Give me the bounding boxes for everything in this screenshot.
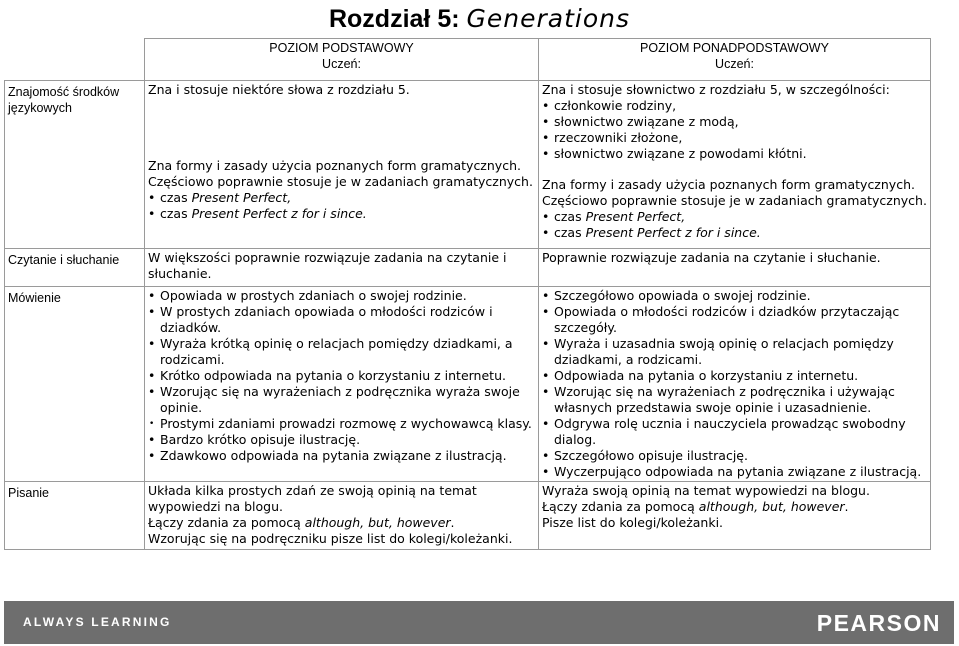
chapter-number: Rozdział 5: <box>328 5 460 33</box>
chapter-name: Generations <box>466 4 631 33</box>
list-item: • Odgrywa rolę ucznia i nauczyciela prowadząc swobodny dialog. <box>542 416 927 448</box>
speaking-basic-cell <box>145 287 539 482</box>
advanced-level-student: Uczeń: <box>715 57 754 71</box>
skill-speaking-label: Mówienie <box>5 287 145 482</box>
row-reading <box>5 249 931 287</box>
list-item: • Zdawkowo odpowiada na pytania związane z ilustracją. <box>148 448 535 464</box>
language-advanced-vocab: Zna i stosuje słownictwo z rozdziału 5, w szczególności: <box>542 82 890 97</box>
list-item: • Bardzo krótko opisuje ilustrację. <box>148 432 535 448</box>
list-item: • Wzorując się na wyrażeniach z podręcznika i używając własnych przedstawia swoje opinie i uzasadnienie. <box>542 384 927 416</box>
requirements-table <box>4 38 931 550</box>
list-item: • Prostymi zdaniami prowadzi rozmowę z wychowawcą klasy. <box>148 416 535 432</box>
list-item: • słownictwo związane z modą, <box>542 114 927 130</box>
list-item: • Wyraża krótką opinię o relacjach pomiędzy dziadkami, a rodzicami. <box>148 336 535 368</box>
list-item: • Wyczerpująco odpowiada na pytania związane z ilustracją. <box>542 464 927 480</box>
list-item: • czas Present Perfect, <box>542 209 927 225</box>
writing-basic-connectors: Łączy zdania za pomocą although, but, however. <box>148 515 455 530</box>
writing-basic-opinion: Układa kilka prostych zdań ze swoją opinią na temat wypowiedzi na blogu. <box>148 483 477 514</box>
empty-corner-cell <box>5 39 145 81</box>
list-item: • czas Present Perfect, <box>148 190 535 206</box>
language-basic-grammar: Zna formy i zasady użycia poznanych form gramatycznych. <box>148 158 521 173</box>
writing-advanced-opinion: Wyraża swoją opinią na temat wypowiedzi na blogu. <box>542 483 870 498</box>
language-advanced-grammar-use: Częściowo poprawnie stosuje je w zadaniach gramatycznych. <box>542 193 927 208</box>
speaking-advanced-list <box>542 288 927 480</box>
language-advanced-grammar: Zna formy i zasady użycia poznanych form gramatycznych. <box>542 177 915 192</box>
footer-bar <box>4 601 954 644</box>
language-advanced-cell <box>539 81 931 249</box>
speaking-advanced-cell <box>539 287 931 482</box>
basic-level-student: Uczeń: <box>322 57 361 71</box>
list-item: • Szczegółowo opowiada o swojej rodzinie. <box>542 288 927 304</box>
language-basic-grammar-use: Częściowo poprawnie stosuje je w zadaniach gramatycznych. <box>148 174 533 189</box>
reading-basic-cell: W większości poprawnie rozwiązuje zadania na czytanie i słuchanie. <box>145 249 539 287</box>
writing-basic-letter: Wzorując się na podręczniku pisze list do kolegi/koleżanki. <box>148 531 513 546</box>
advanced-level-title: POZIOM PONADPODSTAWOWY <box>640 41 829 55</box>
page-title <box>0 4 959 34</box>
skill-language-label: Znajomość środków językowych <box>5 81 145 249</box>
list-item: • Krótko odpowiada na pytania o korzystaniu z internetu. <box>148 368 535 384</box>
footer-tagline: ALWAYS LEARNING <box>23 615 172 629</box>
list-item: • czas Present Perfect z for i since. <box>148 206 535 222</box>
skill-writing-label: Pisanie <box>5 482 145 550</box>
speaking-basic-list <box>148 288 535 464</box>
list-item: • W prostych zdaniach opowiada o młodości rodziców i dziadków. <box>148 304 535 336</box>
row-speaking <box>5 287 931 482</box>
row-language <box>5 81 931 249</box>
writing-basic-cell <box>145 482 539 550</box>
list-item: • członkowie rodziny, <box>542 98 927 114</box>
list-item: • rzeczowniki złożone, <box>542 130 927 146</box>
skill-reading-label: Czytanie i słuchanie <box>5 249 145 287</box>
language-basic-tenses <box>148 190 535 222</box>
basic-level-title: POZIOM PODSTAWOWY <box>269 41 414 55</box>
list-item: • Szczegółowo opisuje ilustrację. <box>542 448 927 464</box>
reading-advanced-cell: Poprawnie rozwiązuje zadania na czytanie i słuchanie. <box>539 249 931 287</box>
writing-advanced-connectors: Łączy zdania za pomocą although, but, however. <box>542 499 849 514</box>
publisher-logo: PEARSON <box>816 610 941 636</box>
list-item: • Opowiada w prostych zdaniach o swojej rodzinie. <box>148 288 535 304</box>
list-item: • słownictwo związane z powodami kłótni. <box>542 146 927 162</box>
advanced-level-header <box>539 39 931 81</box>
header-row <box>5 39 931 81</box>
list-item: • Opowiada o młodości rodziców i dziadków przytaczając szczegóły. <box>542 304 927 336</box>
language-advanced-tenses <box>542 209 927 241</box>
writing-advanced-cell <box>539 482 931 550</box>
list-item: • Wzorując się na wyrażeniach z podręcznika wyraża swoje opinie. <box>148 384 535 416</box>
list-item: • czas Present Perfect z for i since. <box>542 225 927 241</box>
basic-level-header <box>145 39 539 81</box>
list-item: • Wyraża i uzasadnia swoją opinię o relacjach pomiędzy dziadkami, a rodzicami. <box>542 336 927 368</box>
writing-advanced-letter: Pisze list do kolegi/koleżanki. <box>542 515 724 530</box>
language-basic-cell <box>145 81 539 249</box>
language-basic-vocab: Zna i stosuje niektóre słowa z rozdziału 5. <box>148 82 410 97</box>
list-item: • Odpowiada na pytania o korzystaniu z internetu. <box>542 368 927 384</box>
language-advanced-vocab-list <box>542 98 927 162</box>
row-writing <box>5 482 931 550</box>
